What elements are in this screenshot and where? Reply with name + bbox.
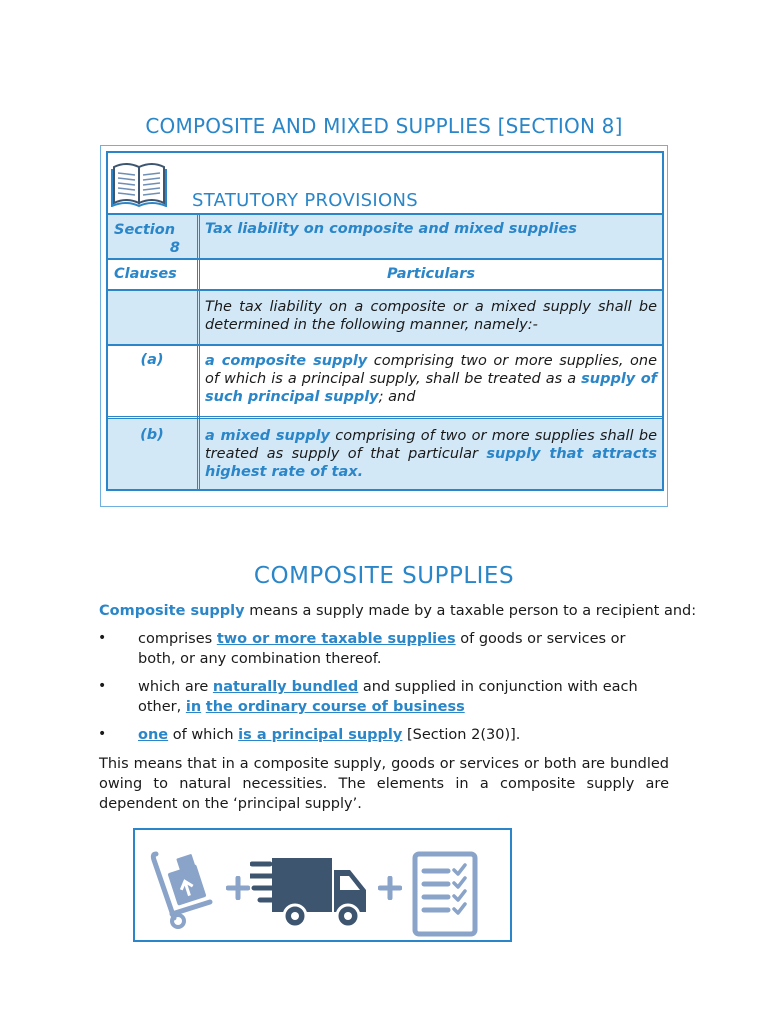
clause-a-text [205,352,657,406]
statutory-provisions-title: STATUTORY PROVISIONS [192,190,418,211]
open-book-icon [110,155,168,207]
divider [106,416,664,417]
bullet-item-1 [138,629,658,669]
bullet2-link1: naturally bundled [212,679,359,695]
bullet2-link2: in [185,699,202,715]
bullet3-link2: is a principal supply [238,727,403,743]
divider [106,344,664,346]
intro-text: The tax liability on a composite or a mixed supply shall be determined in the following manner, namely:- [205,299,657,333]
bullet3-mid: of which [168,727,239,743]
clause-a-tail: ; and [378,389,416,405]
clause-b-lead: a mixed supply [205,428,331,444]
section-number: 8 [169,240,180,256]
definition-term: Composite supply [99,603,245,619]
bullet2-pre: which are [138,679,213,695]
plus-icon [226,876,250,900]
plus-icon [378,876,402,900]
particulars-header: Particulars [387,266,475,282]
bullet1-post: of goods or services or both, or any combination thereof. [138,631,626,667]
bullet1-link: two or more taxable supplies [216,631,456,647]
clause-a-middle: comprising two or more supplies, one of which is a principal supply, shall be treated as a [205,353,658,387]
divider [106,418,664,419]
clause-b-text [205,427,657,481]
bullet3-link1: one [138,727,169,743]
composite-supplies-title: COMPOSITE SUPPLIES [253,563,515,589]
bullet-item-2 [138,677,668,717]
bullet2-link3: the ordinary course of business [205,699,465,715]
section-heading: Tax liability on composite and mixed supplies [205,221,577,237]
bullet3-post: [Section 2(30)]. [402,727,521,743]
checklist-icon [412,851,478,937]
clause-b-middle: comprising of two or more supplies shall be treated as supply of that particular [205,428,657,462]
composite-definition [99,601,759,621]
bullet: • [98,678,107,694]
definition-rest: means a supply made by a taxable person to a recipient and: [244,603,697,619]
section-label-text: Section [114,222,176,238]
bullet-item-3 [138,725,678,745]
clause-b-emph: supply that attracts highest rate of tax. [205,446,657,480]
divider [106,289,664,291]
clause-b-label: (b) [140,427,164,443]
divider [106,258,664,260]
composite-explanation: This means that in a composite supply, goods or services or both are bundled owing to natural necessities. The elements in a composite supply are dependent on the ‘principal supply’. [99,756,669,812]
column-divider [197,215,198,489]
bullet1-pre: comprises [138,631,217,647]
clauses-header: Clauses [114,266,177,282]
delivery-truck-icon [250,856,370,928]
section-label [114,221,180,257]
clause-a-lead: a composite supply [205,353,368,369]
bullet2-mid: and supplied in conjunction with each other, [138,679,638,715]
bullet: • [98,630,107,646]
bullet: • [98,726,107,742]
page-title: COMPOSITE AND MIXED SUPPLIES [SECTION 8] [145,114,623,138]
divider [106,213,664,215]
clause-a-label: (a) [140,352,164,368]
column-divider [199,215,200,489]
hand-truck-icon [150,848,216,930]
clause-a-emph: supply of such principal supply [205,371,657,405]
